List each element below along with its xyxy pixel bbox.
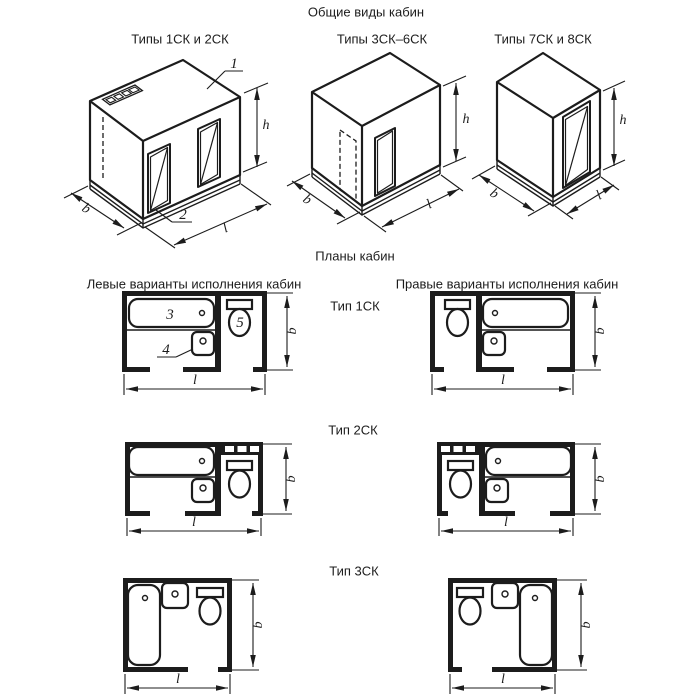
row-label-type-2sk: Тип 2СК — [328, 422, 378, 438]
dim-b — [267, 293, 300, 370]
dim-b — [232, 580, 266, 670]
callout-2-number: 2 — [179, 207, 187, 223]
callout-washbasin — [157, 342, 193, 358]
plan-type2-left — [125, 442, 299, 536]
dim-label-l: l — [504, 515, 508, 530]
dim-label-l: l — [501, 672, 505, 687]
dim-label-b: b — [593, 475, 608, 483]
callout-bathtub — [165, 307, 174, 323]
plan-type3-right — [448, 578, 594, 694]
dim-l — [432, 373, 573, 395]
plan-type1-right — [430, 291, 608, 395]
plans-section-title: Планы кабин — [315, 248, 395, 264]
dim-label-b: b — [285, 327, 300, 335]
dim-label-b: b — [251, 621, 266, 629]
door-symbol — [375, 128, 395, 196]
dim-label-l: l — [501, 373, 505, 388]
dim-label-b: b — [284, 475, 299, 483]
door-symbol — [563, 101, 590, 188]
callout-1-number: 1 — [230, 56, 238, 72]
view-label-types-7-8: Типы 7СК и 8СК — [494, 31, 592, 47]
dim-label-l: l — [176, 672, 180, 687]
dim-label-b: b — [299, 191, 315, 209]
dim-label-l: l — [193, 373, 197, 388]
row-label-type-1sk: Тип 1СК — [330, 298, 380, 314]
dim-l — [125, 672, 230, 694]
dim-b — [263, 444, 299, 514]
dim-l — [439, 515, 573, 536]
page-title: Общие виды кабин — [307, 4, 425, 20]
callout-toilet — [236, 315, 244, 331]
dim-b — [557, 580, 594, 670]
dim-label-l: l — [424, 197, 435, 213]
view-label-types-3-6: Типы 3СК–6СК — [336, 31, 428, 47]
dim-label-b: b — [78, 200, 93, 218]
dim-label-l: l — [192, 515, 196, 530]
dim-label-b: b — [579, 621, 594, 629]
dim-label-b: b — [593, 327, 608, 335]
dim-label-l: l — [220, 221, 231, 237]
dim-label-h: h — [262, 118, 270, 133]
dim-b — [575, 293, 608, 370]
view-label-types-1-2: Типы 1СК и 2СК — [131, 31, 229, 47]
door-symbol — [148, 144, 170, 213]
callout-5-number: 5 — [236, 315, 244, 331]
iso-view-types-7-8 — [472, 53, 627, 219]
dim-label-h: h — [462, 112, 470, 127]
plan-type3-left — [123, 578, 266, 694]
iso-view-types-1-2 — [64, 56, 271, 248]
dim-label-l: l — [593, 188, 605, 204]
dim-l — [124, 373, 265, 395]
right-variants-label: Правые варианты исполнения кабин — [395, 276, 619, 292]
left-variants-label: Левые варианты исполнения кабин — [86, 276, 302, 292]
dim-h — [603, 81, 627, 170]
dim-l — [127, 515, 261, 536]
row-label-type-3sk: Тип 3СК — [329, 563, 379, 579]
callout-roof-panel — [207, 56, 243, 89]
dim-b — [575, 444, 608, 514]
dim-l — [450, 672, 555, 694]
dim-h — [443, 76, 470, 167]
dim-label-h: h — [619, 113, 627, 128]
plan-type2-right — [437, 442, 608, 536]
dim-h — [243, 83, 270, 172]
plan-type1-left — [122, 291, 300, 395]
door-symbol — [198, 119, 220, 187]
callout-4-number: 4 — [162, 342, 170, 358]
iso-view-types-3-6 — [287, 53, 470, 232]
dim-label-b: b — [486, 185, 502, 203]
callout-3-number: 3 — [166, 307, 174, 323]
